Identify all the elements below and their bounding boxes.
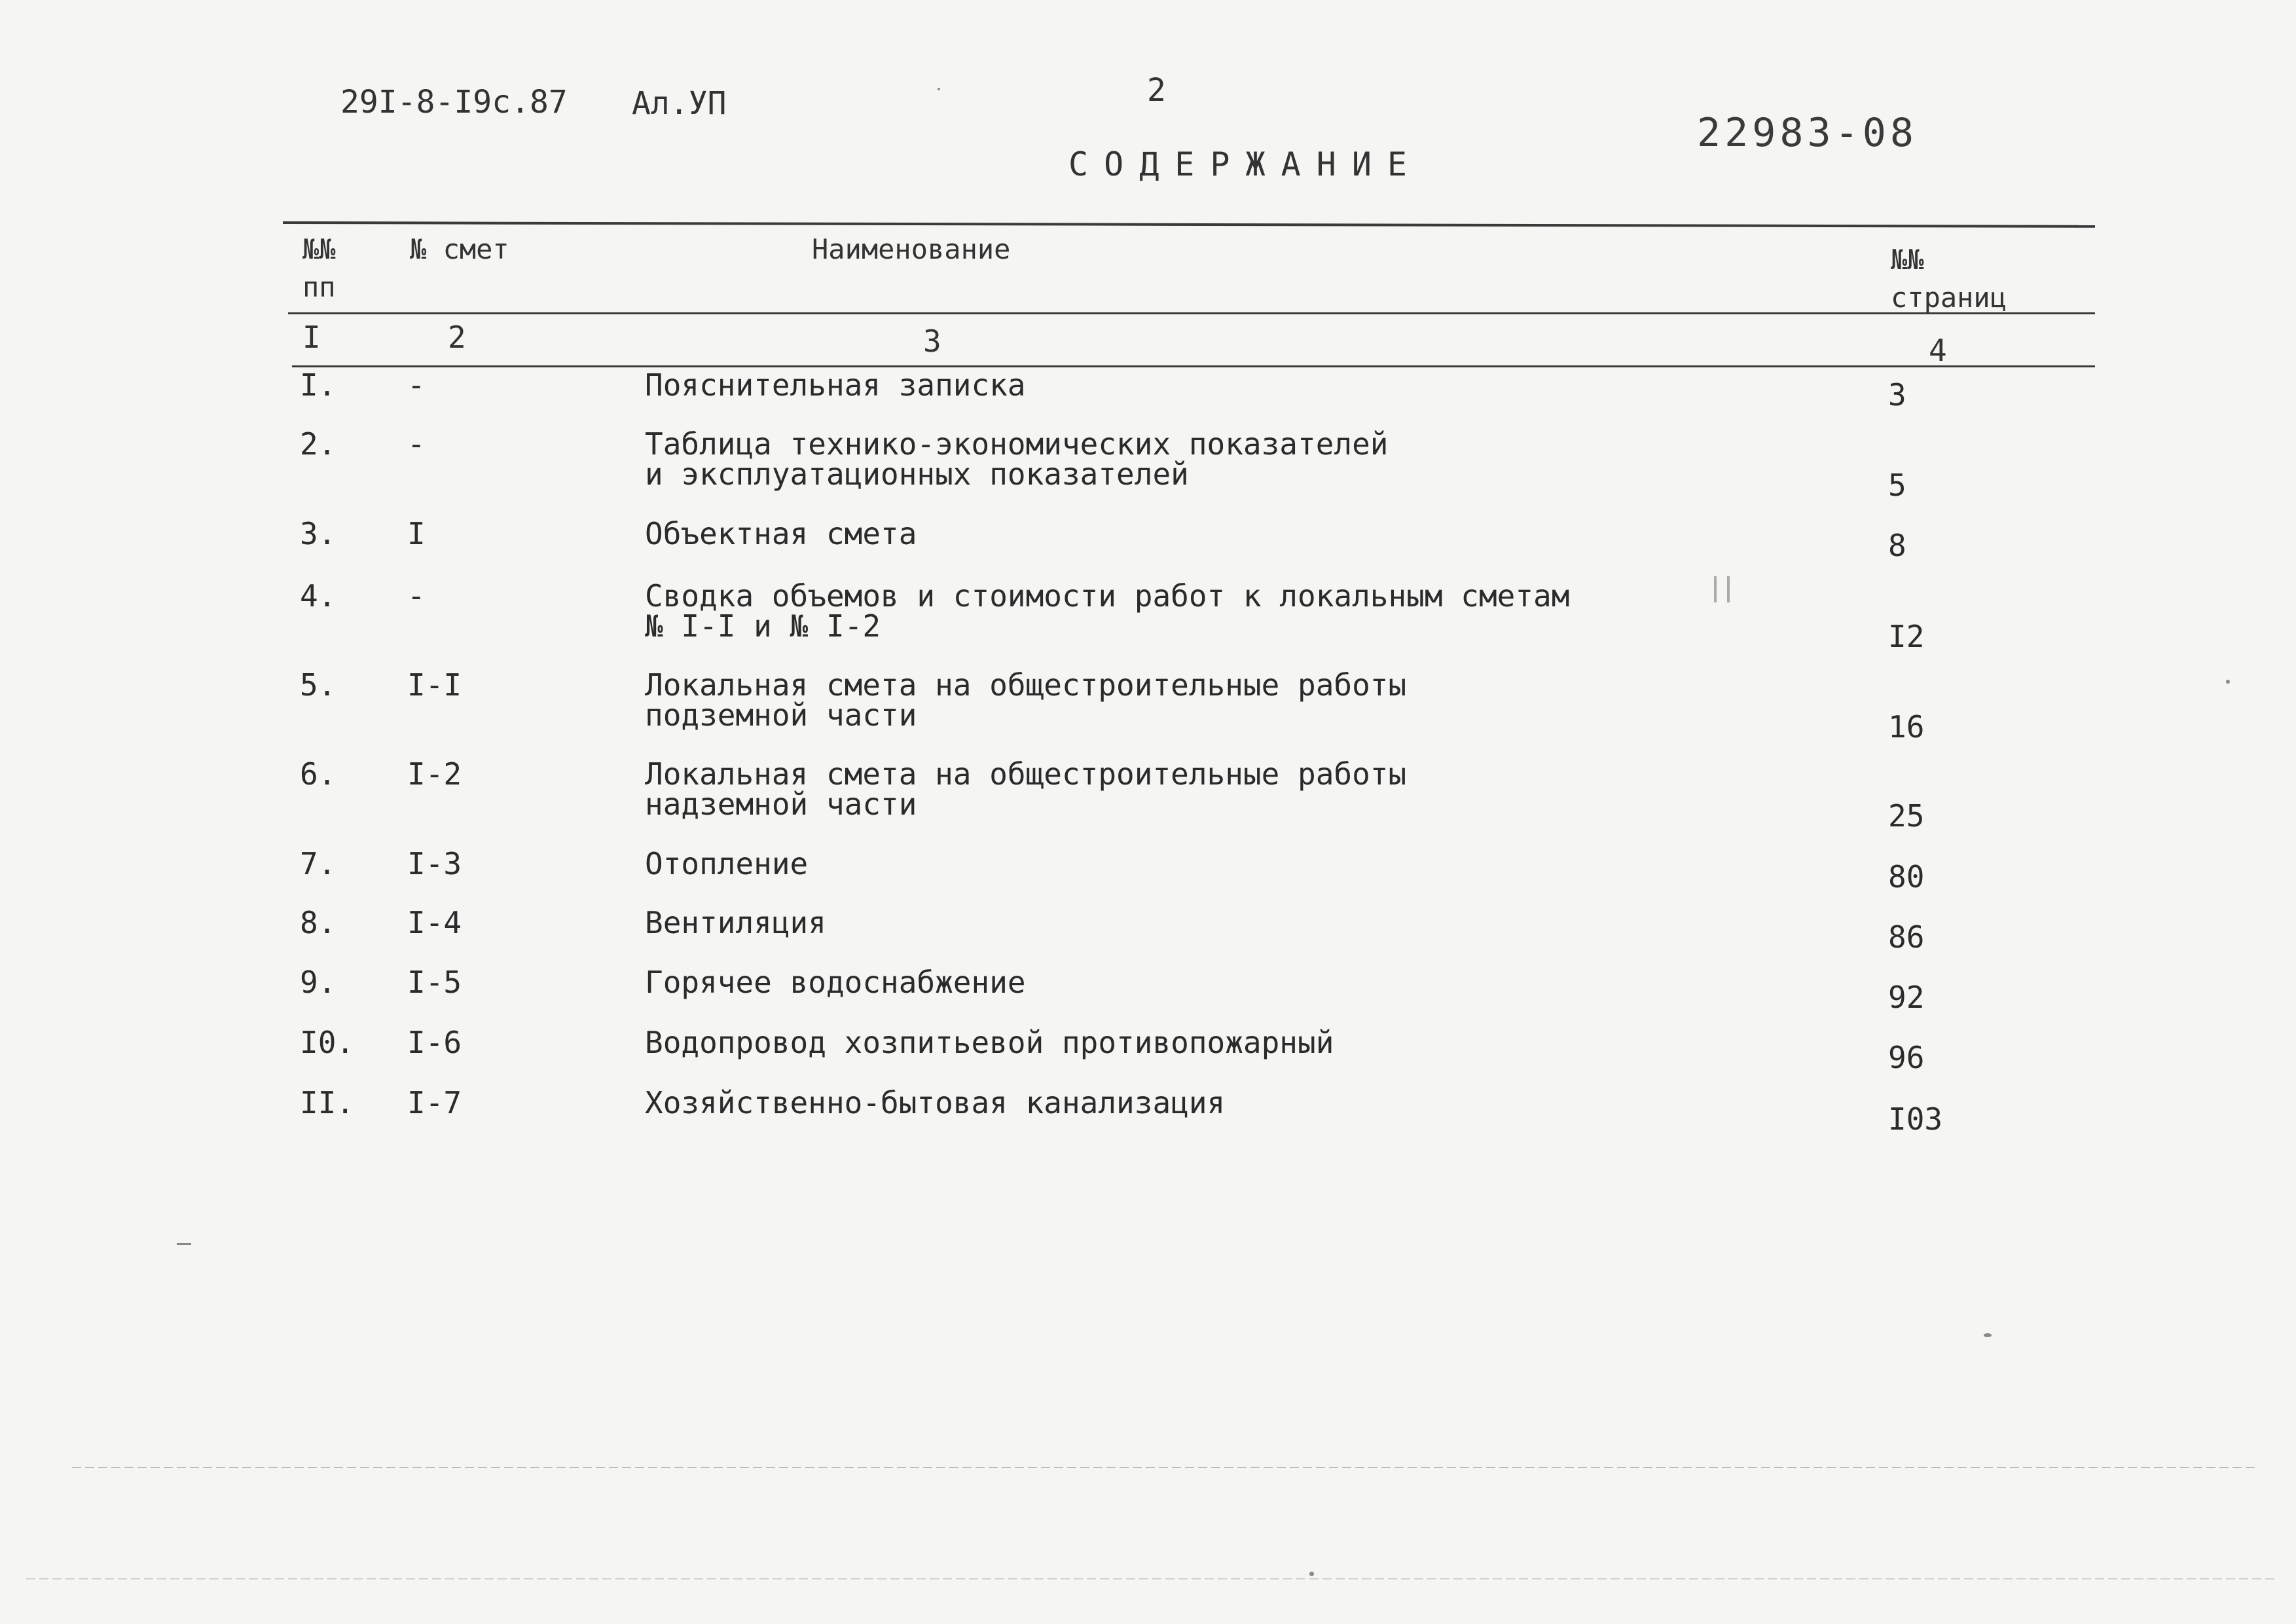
- row-page: I2: [1888, 619, 1925, 654]
- row-number: 4.: [300, 578, 337, 614]
- scan-speck: [938, 88, 940, 90]
- row-name: Пояснительная записка: [645, 367, 1026, 403]
- document-code: 29I-8-I9c.87: [340, 84, 568, 120]
- row-page: 96: [1888, 1040, 1925, 1075]
- column-header-name: Наименование: [812, 233, 1011, 265]
- scan-speck: [1714, 576, 1717, 602]
- row-name: Отопление: [645, 846, 809, 881]
- row-estimate-code: I-4: [407, 905, 462, 940]
- row-name: Локальная смета на общестроительные работы надземной части: [645, 756, 1407, 822]
- column-index-3: 3: [923, 323, 941, 359]
- row-number: 2.: [300, 426, 337, 462]
- row-estimate-code: I-7: [407, 1085, 462, 1120]
- row-page: I03: [1888, 1101, 1943, 1137]
- row-page: 25: [1888, 798, 1925, 834]
- scan-fold-line: [72, 1467, 2259, 1468]
- scan-speck: [1727, 576, 1730, 602]
- sheet-label: Ал.УП: [632, 85, 727, 122]
- table-top-rule: [283, 221, 2095, 228]
- row-estimate-code: I-6: [407, 1025, 462, 1060]
- page-number: 2: [1147, 72, 1166, 109]
- row-estimate-code: -: [407, 367, 426, 403]
- row-estimate-code: I-3: [407, 846, 462, 881]
- row-page: 86: [1888, 919, 1925, 955]
- row-page: 5: [1888, 468, 1906, 503]
- row-name: Таблица технико-экономических показателей и эксплуатационных показателей: [645, 426, 1389, 492]
- row-estimate-code: I-I: [407, 667, 462, 703]
- column-index-1: I: [302, 320, 321, 355]
- row-number: 8.: [300, 905, 337, 940]
- index-rule: [292, 365, 2095, 367]
- row-name: Сводка объемов и стоимости работ к локальным сметам № I-I и № I-2: [645, 578, 1570, 644]
- scan-speck: [1984, 1333, 1992, 1337]
- row-name: Локальная смета на общестроительные работы подземной части: [645, 667, 1407, 733]
- registration-number: 22983-08: [1697, 110, 1918, 156]
- row-estimate-code: -: [407, 578, 426, 614]
- row-number: 9.: [300, 965, 337, 1000]
- row-estimate-code: -: [407, 426, 426, 462]
- row-page: 16: [1888, 709, 1925, 745]
- page-title: СОДЕРЖАНИЕ: [1068, 145, 1423, 183]
- row-page: 80: [1888, 859, 1925, 895]
- row-name: Горячее водоснабжение: [645, 965, 1026, 1000]
- row-number: I.: [300, 367, 337, 403]
- column-index-2: 2: [448, 320, 466, 355]
- scan-speck: [177, 1243, 191, 1245]
- row-number: 3.: [300, 516, 337, 551]
- row-page: 92: [1888, 980, 1925, 1015]
- column-index-4: 4: [1929, 333, 1947, 368]
- scan-speck: [2226, 680, 2230, 684]
- row-page: 8: [1888, 528, 1906, 563]
- row-estimate-code: I: [407, 516, 426, 551]
- scan-speck: [1309, 1572, 1314, 1576]
- row-number: 5.: [300, 667, 337, 703]
- row-number: 7.: [300, 846, 337, 881]
- row-estimate-code: I-2: [407, 756, 462, 792]
- row-number: 6.: [300, 756, 337, 792]
- column-header-number: №№ пп: [302, 233, 336, 303]
- column-header-estimate: № смет: [410, 233, 509, 265]
- row-number: II.: [300, 1085, 355, 1120]
- header-rule: [288, 312, 2095, 314]
- row-name: Объектная смета: [645, 516, 917, 551]
- row-name: Хозяйственно-бытовая канализация: [645, 1085, 1226, 1120]
- column-header-pages: №№ страниц: [1891, 244, 2007, 314]
- row-number: I0.: [300, 1025, 355, 1060]
- scan-fold-line: [26, 1578, 2278, 1579]
- row-name: Водопровод хозпитьевой противопожарный: [645, 1025, 1334, 1060]
- row-page: 3: [1888, 377, 1906, 413]
- row-name: Вентиляция: [645, 905, 826, 940]
- row-estimate-code: I-5: [407, 965, 462, 1000]
